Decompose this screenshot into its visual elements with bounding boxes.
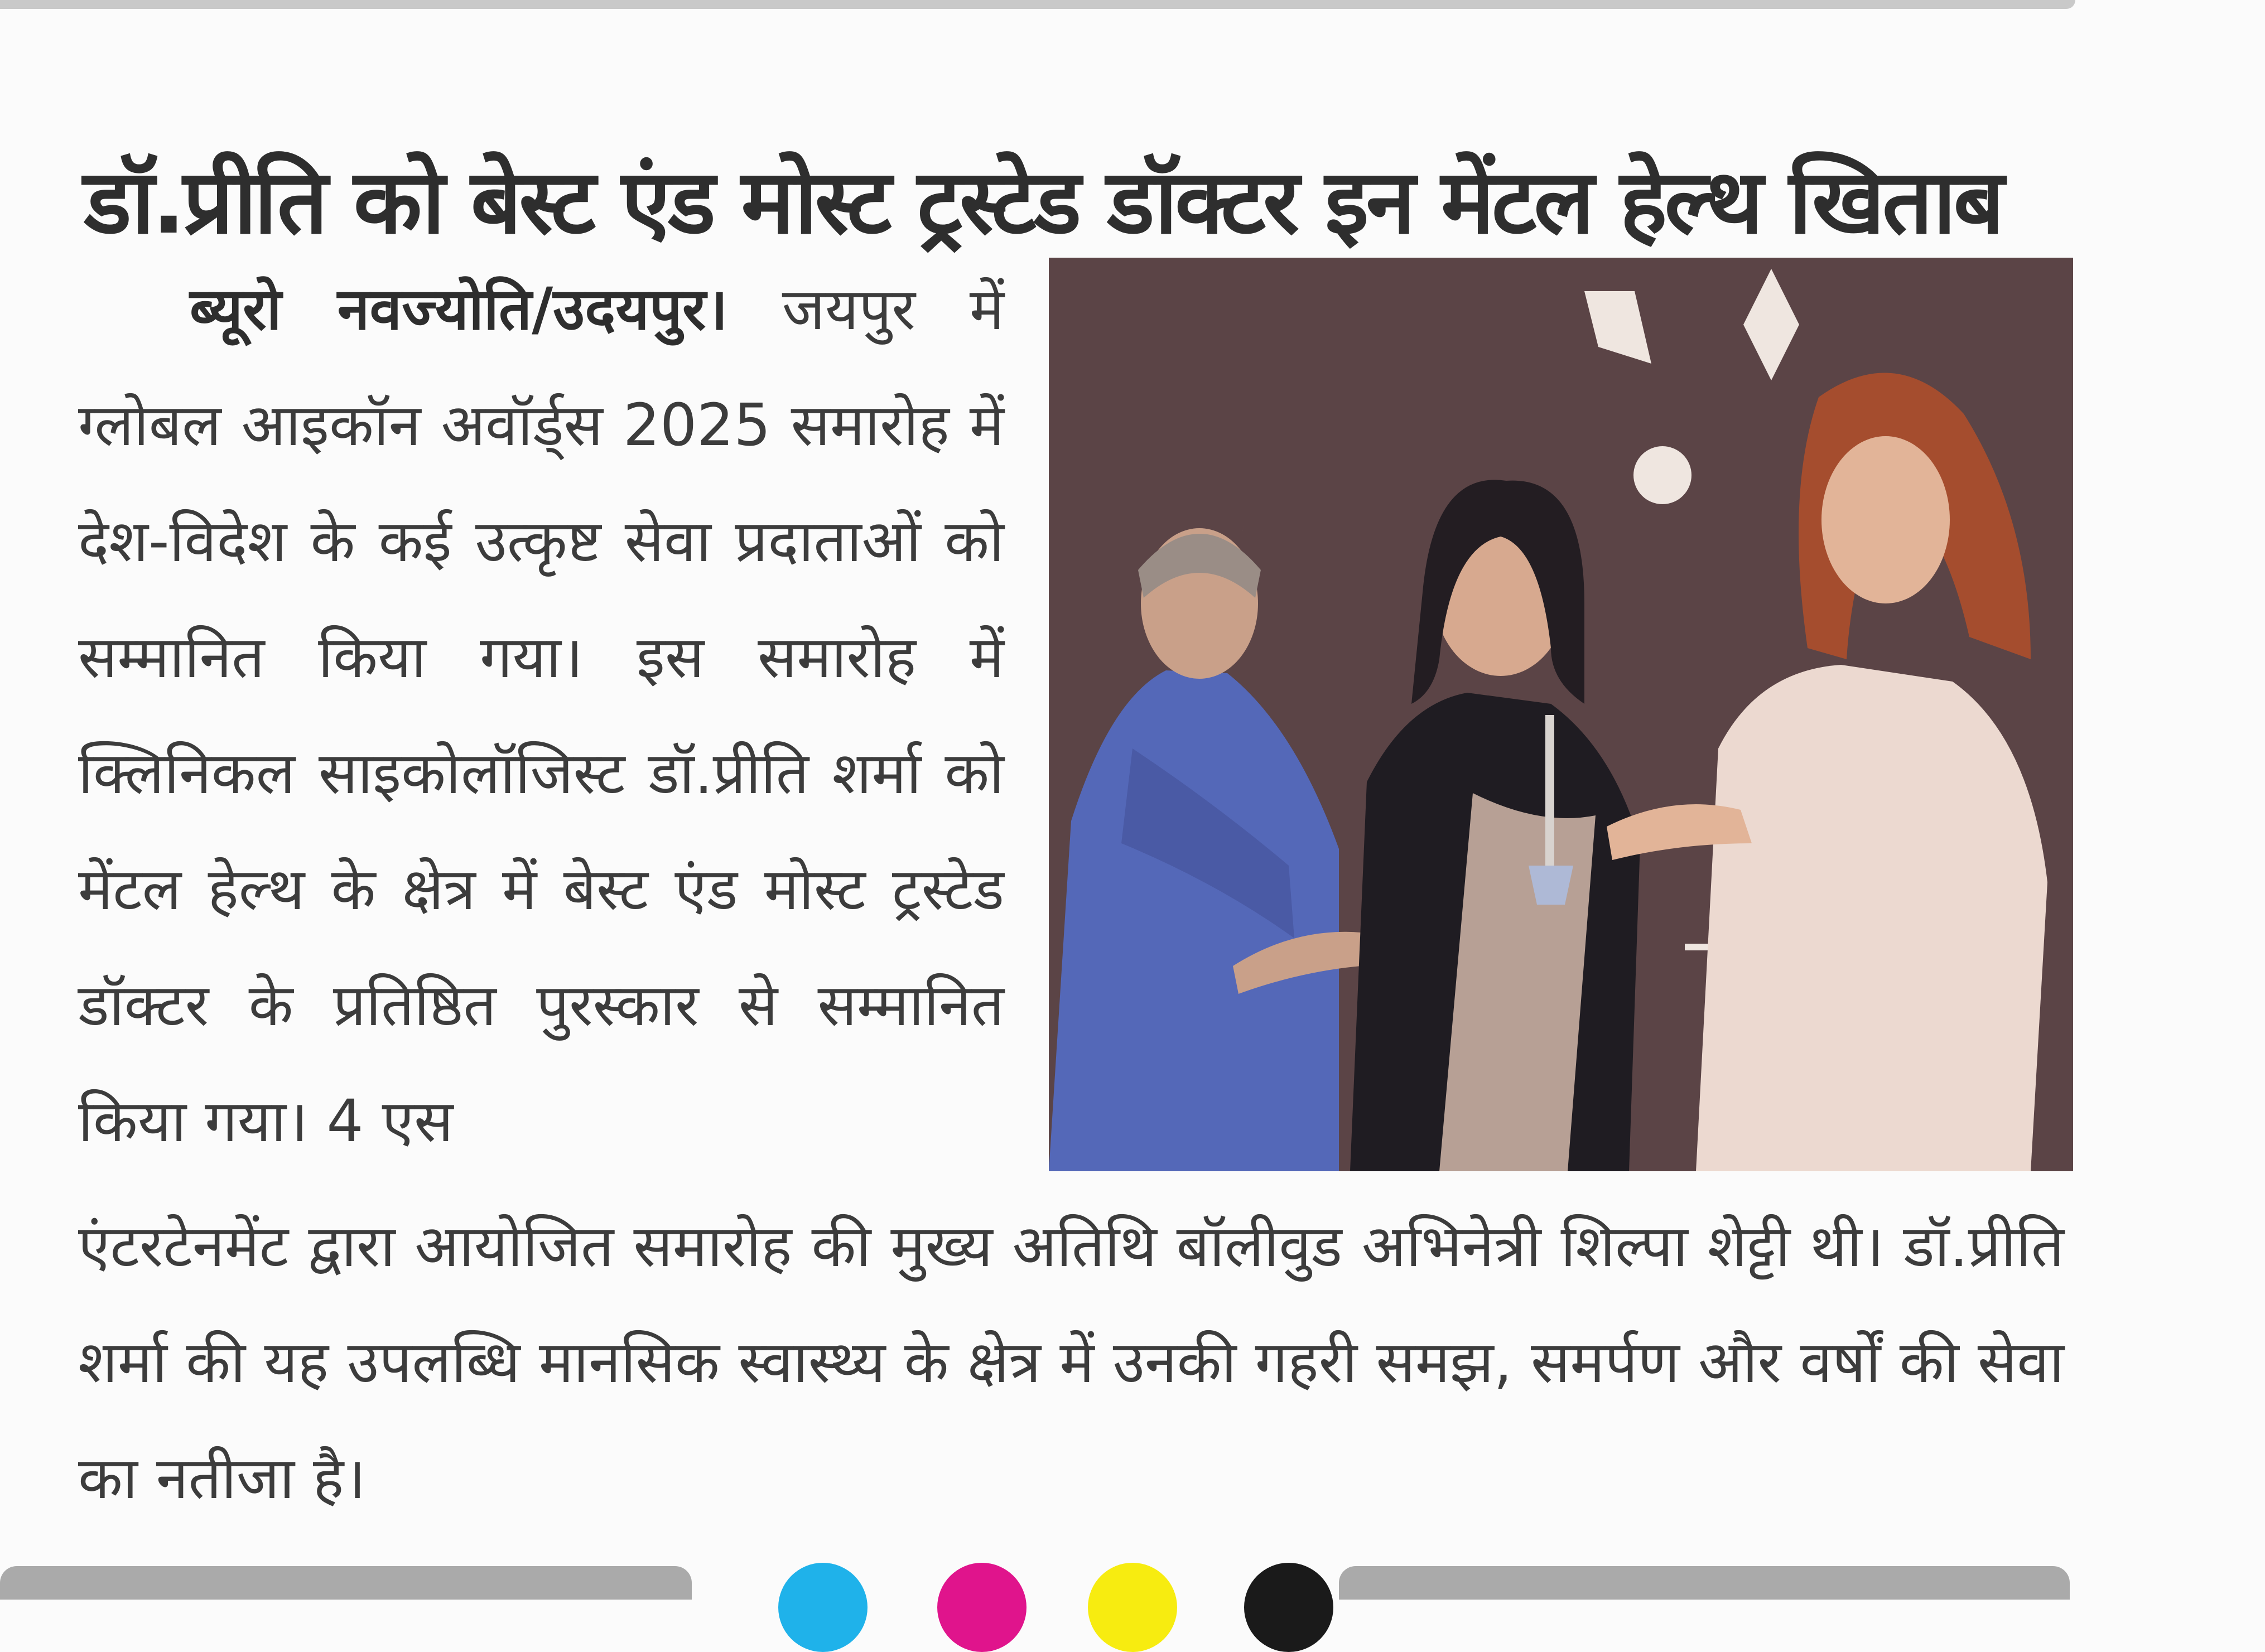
article-headline: डॉ.प्रीति को बेस्ट एंड मोस्ट ट्रस्टेड डॉक्टर इन मेंटल हेल्थ खिताब xyxy=(84,149,2002,254)
article-dateline: ब्यूरो नवज्योति/उदयपुर। xyxy=(190,275,728,343)
magenta-registration-dot xyxy=(937,1563,1027,1652)
yellow-registration-dot xyxy=(1088,1563,1177,1652)
cyan-registration-dot xyxy=(778,1563,868,1652)
page-top-rule xyxy=(0,0,2075,9)
black-registration-dot xyxy=(1244,1563,1333,1652)
article-body-full: एंटरटेनमेंट द्वारा आयोजित समारोह की मुख्य अतिथि बॉलीवुड अभिनेत्री शिल्पा शेट्टी थी। डॉ.प्रीति शर्मा की यह उपलब्धि मानसिक स्वास्थ्य के क्षेत्र में उनकी गहरी समझ, समर्पण और वर्षों की सेवा का नतीजा है। xyxy=(78,1212,2064,1512)
bottom-bar-right xyxy=(1339,1566,2070,1600)
award-ceremony-photo xyxy=(1049,258,2073,1171)
article-body-column xyxy=(78,251,1004,1179)
article-body-column-text: जयपुर में ग्लोबल आइकॉन अवॉर्ड्स 2025 समारोह में देश-विदेश के कई उत्कृष्ट सेवा प्रदाताओं को सम्मानित किया गया। इस समारोह में क्लिनिकल साइकोलॉजिस्ट डॉ.प्रीति शर्मा को मेंटल हेल्थ के क्षेत्र में बेस्ट एंड मोस्ट ट्रस्टेड डॉक्टर के प्रतिष्ठित पुरस्कार से सम्मानित किया गया। 4 एस xyxy=(78,275,1005,1155)
bottom-bar-left xyxy=(0,1566,692,1600)
